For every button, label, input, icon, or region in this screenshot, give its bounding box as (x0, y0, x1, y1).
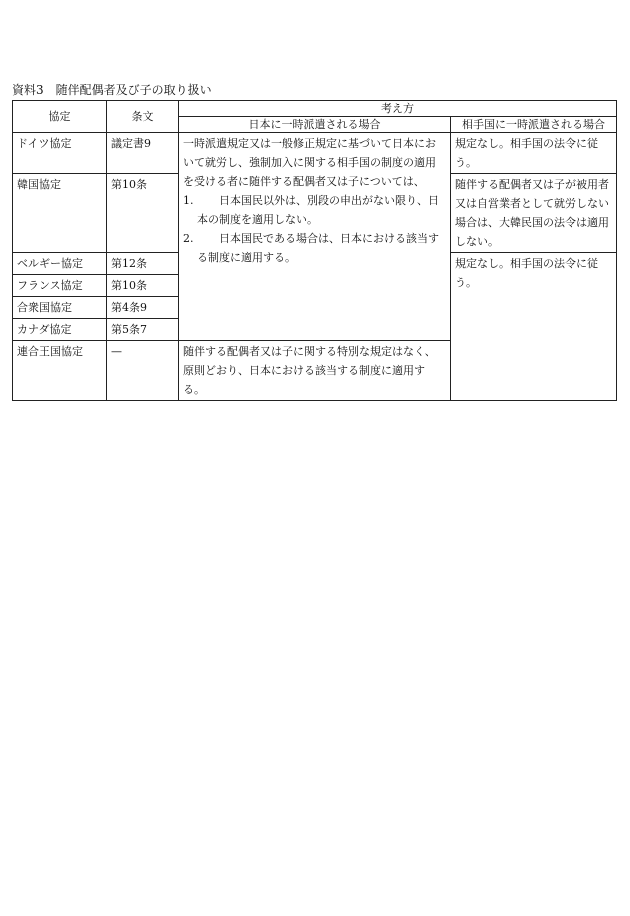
document-caption: 資料3 随伴配偶者及び子の取り扱い (12, 83, 212, 97)
japan-group-item-2 (183, 229, 446, 267)
partner-korea: 随伴する配偶者又は子が被用者又は自営業者として就労しない場合は、大韓民国の法令は適用しない。 (451, 174, 617, 253)
agreement-usa: 合衆国協定 (13, 297, 107, 319)
agreement-france: フランス協定 (13, 275, 107, 297)
header-row-1 (13, 101, 617, 117)
item-text: 日本国民以外は、別段の申出がない限り、日本の制度を適用しない。 (197, 194, 439, 226)
article-uk: — (107, 341, 179, 401)
agreement-uk: 連合王国協定 (13, 341, 107, 401)
dependents-table (12, 100, 617, 401)
article-germany: 議定書9 (107, 133, 179, 174)
item-number: 2. (183, 232, 194, 245)
item-text: 日本国民である場合は、日本における該当する制度に適用する。 (197, 232, 439, 264)
japan-group-item-1 (183, 191, 446, 229)
header-to-japan: 日本に一時派遣される場合 (179, 117, 451, 133)
item-number: 1. (183, 194, 194, 207)
header-article: 条文 (107, 101, 179, 133)
header-to-partner: 相手国に一時派遣される場合 (451, 117, 617, 133)
article-belgium: 第12条 (107, 253, 179, 275)
header-agreement: 協定 (13, 101, 107, 133)
article-usa: 第4条9 (107, 297, 179, 319)
agreement-canada: カナダ協定 (13, 319, 107, 341)
agreement-belgium: ベルギー協定 (13, 253, 107, 275)
partner-others: 規定なし。相手国の法令に従う。 (451, 253, 617, 401)
agreement-korea: 韓国協定 (13, 174, 107, 253)
japan-group-intro: 一時派遣規定又は一般修正規定に基づいて日本において就労し、強制加入に関する相手国の制度の適用を受ける者に随伴する配偶者又は子については、 (183, 137, 436, 188)
header-approach: 考え方 (179, 101, 617, 117)
japan-group-cell (179, 133, 451, 341)
japan-uk: 随伴する配偶者又は子に関する特別な規定はなく、原則どおり、日本における該当する制度に適用する。 (179, 341, 451, 401)
agreement-germany: ドイツ協定 (13, 133, 107, 174)
article-canada: 第5条7 (107, 319, 179, 341)
partner-germany: 規定なし。相手国の法令に従う。 (451, 133, 617, 174)
article-france: 第10条 (107, 275, 179, 297)
article-korea: 第10条 (107, 174, 179, 253)
table-row (13, 133, 617, 174)
